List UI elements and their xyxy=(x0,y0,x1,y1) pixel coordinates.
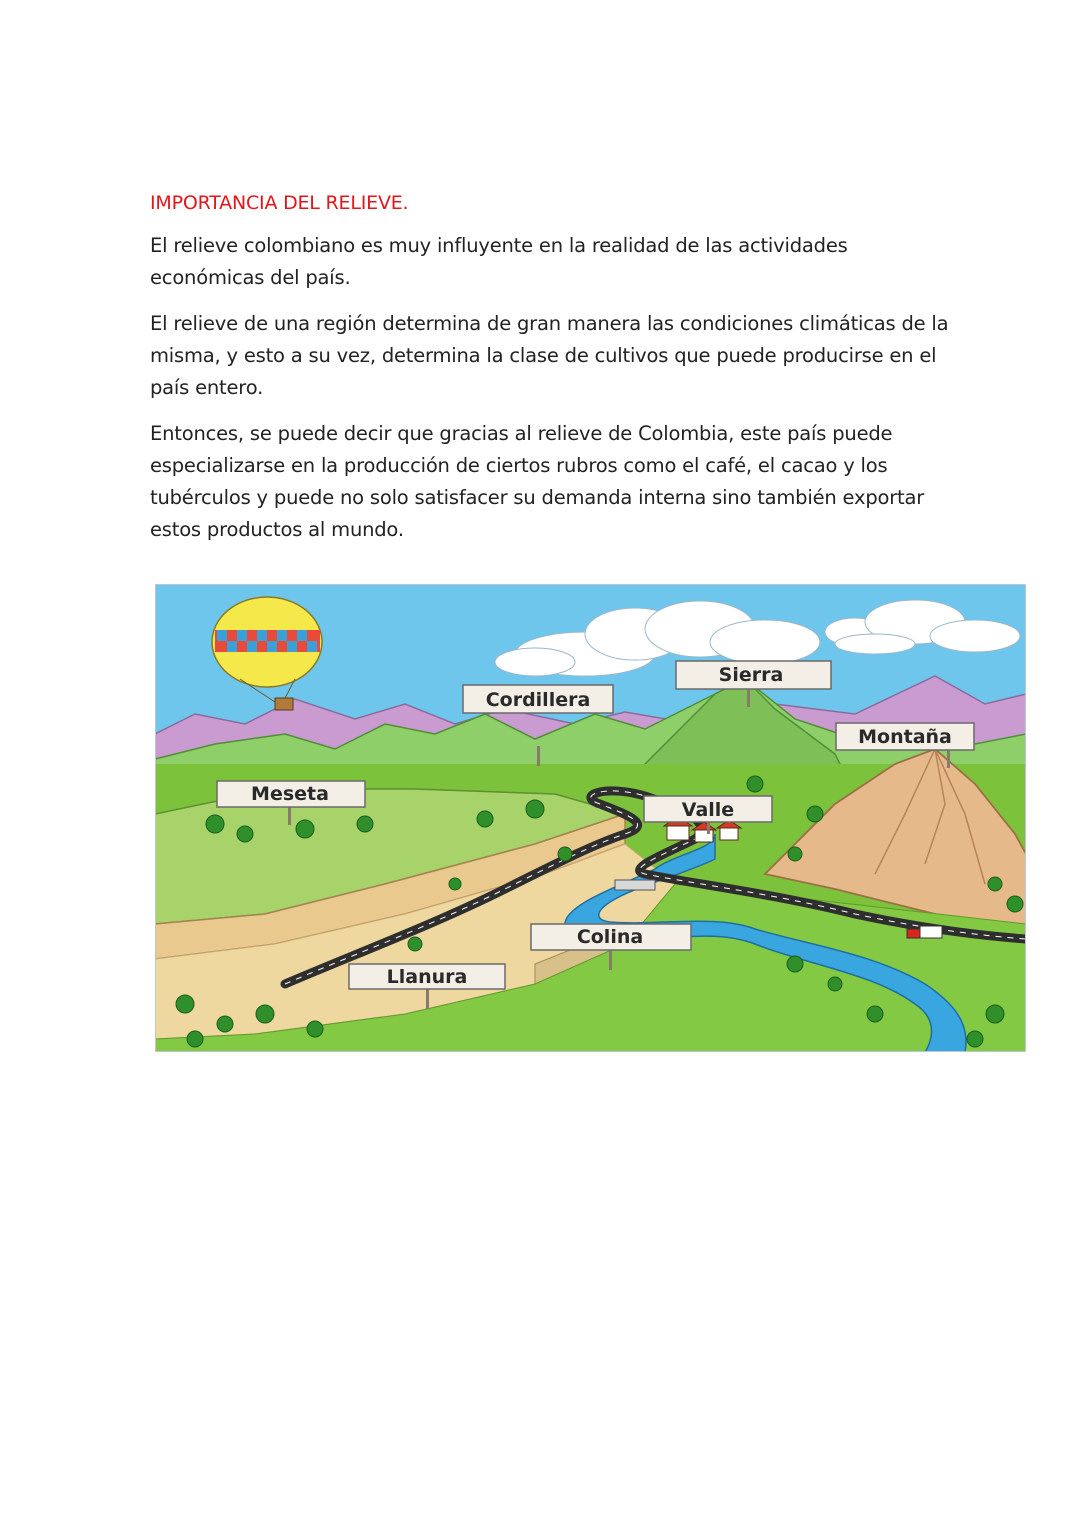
paragraph-2: El relieve de una región determina de gran manera las condiciones climáticas de la misma, y esto a su vez, determina la clase de cultivos que puede producirse en el país entero. xyxy=(150,312,949,399)
label-meseta-text: Meseta xyxy=(251,783,329,805)
label-montana-text: Montaña xyxy=(858,726,952,748)
relief-illustration xyxy=(155,584,1026,1052)
label-valle-text: Valle xyxy=(681,799,735,821)
paragraph-3: Entonces, se puede decir que gracias al relieve de Colombia, este país puede especializarse en la producción de ciertos rubros como el café, el cacao y los tubérculos y puede no solo satisfacer su demanda interna sino también exportar estos productos al mundo. xyxy=(150,422,925,541)
label-colina-text: Colina xyxy=(576,926,644,948)
label-sierra-text: Sierra xyxy=(718,664,784,686)
paragraph-1: El relieve colombiano es muy influyente en la realidad de las actividades económicas del país. xyxy=(150,234,848,289)
page-title: IMPORTANCIA DEL RELIEVE. xyxy=(150,192,409,214)
document-body xyxy=(150,192,950,560)
label-cordillera-text: Cordillera xyxy=(485,689,591,711)
label-llanura-text: Llanura xyxy=(386,966,468,988)
bridge xyxy=(615,880,655,890)
